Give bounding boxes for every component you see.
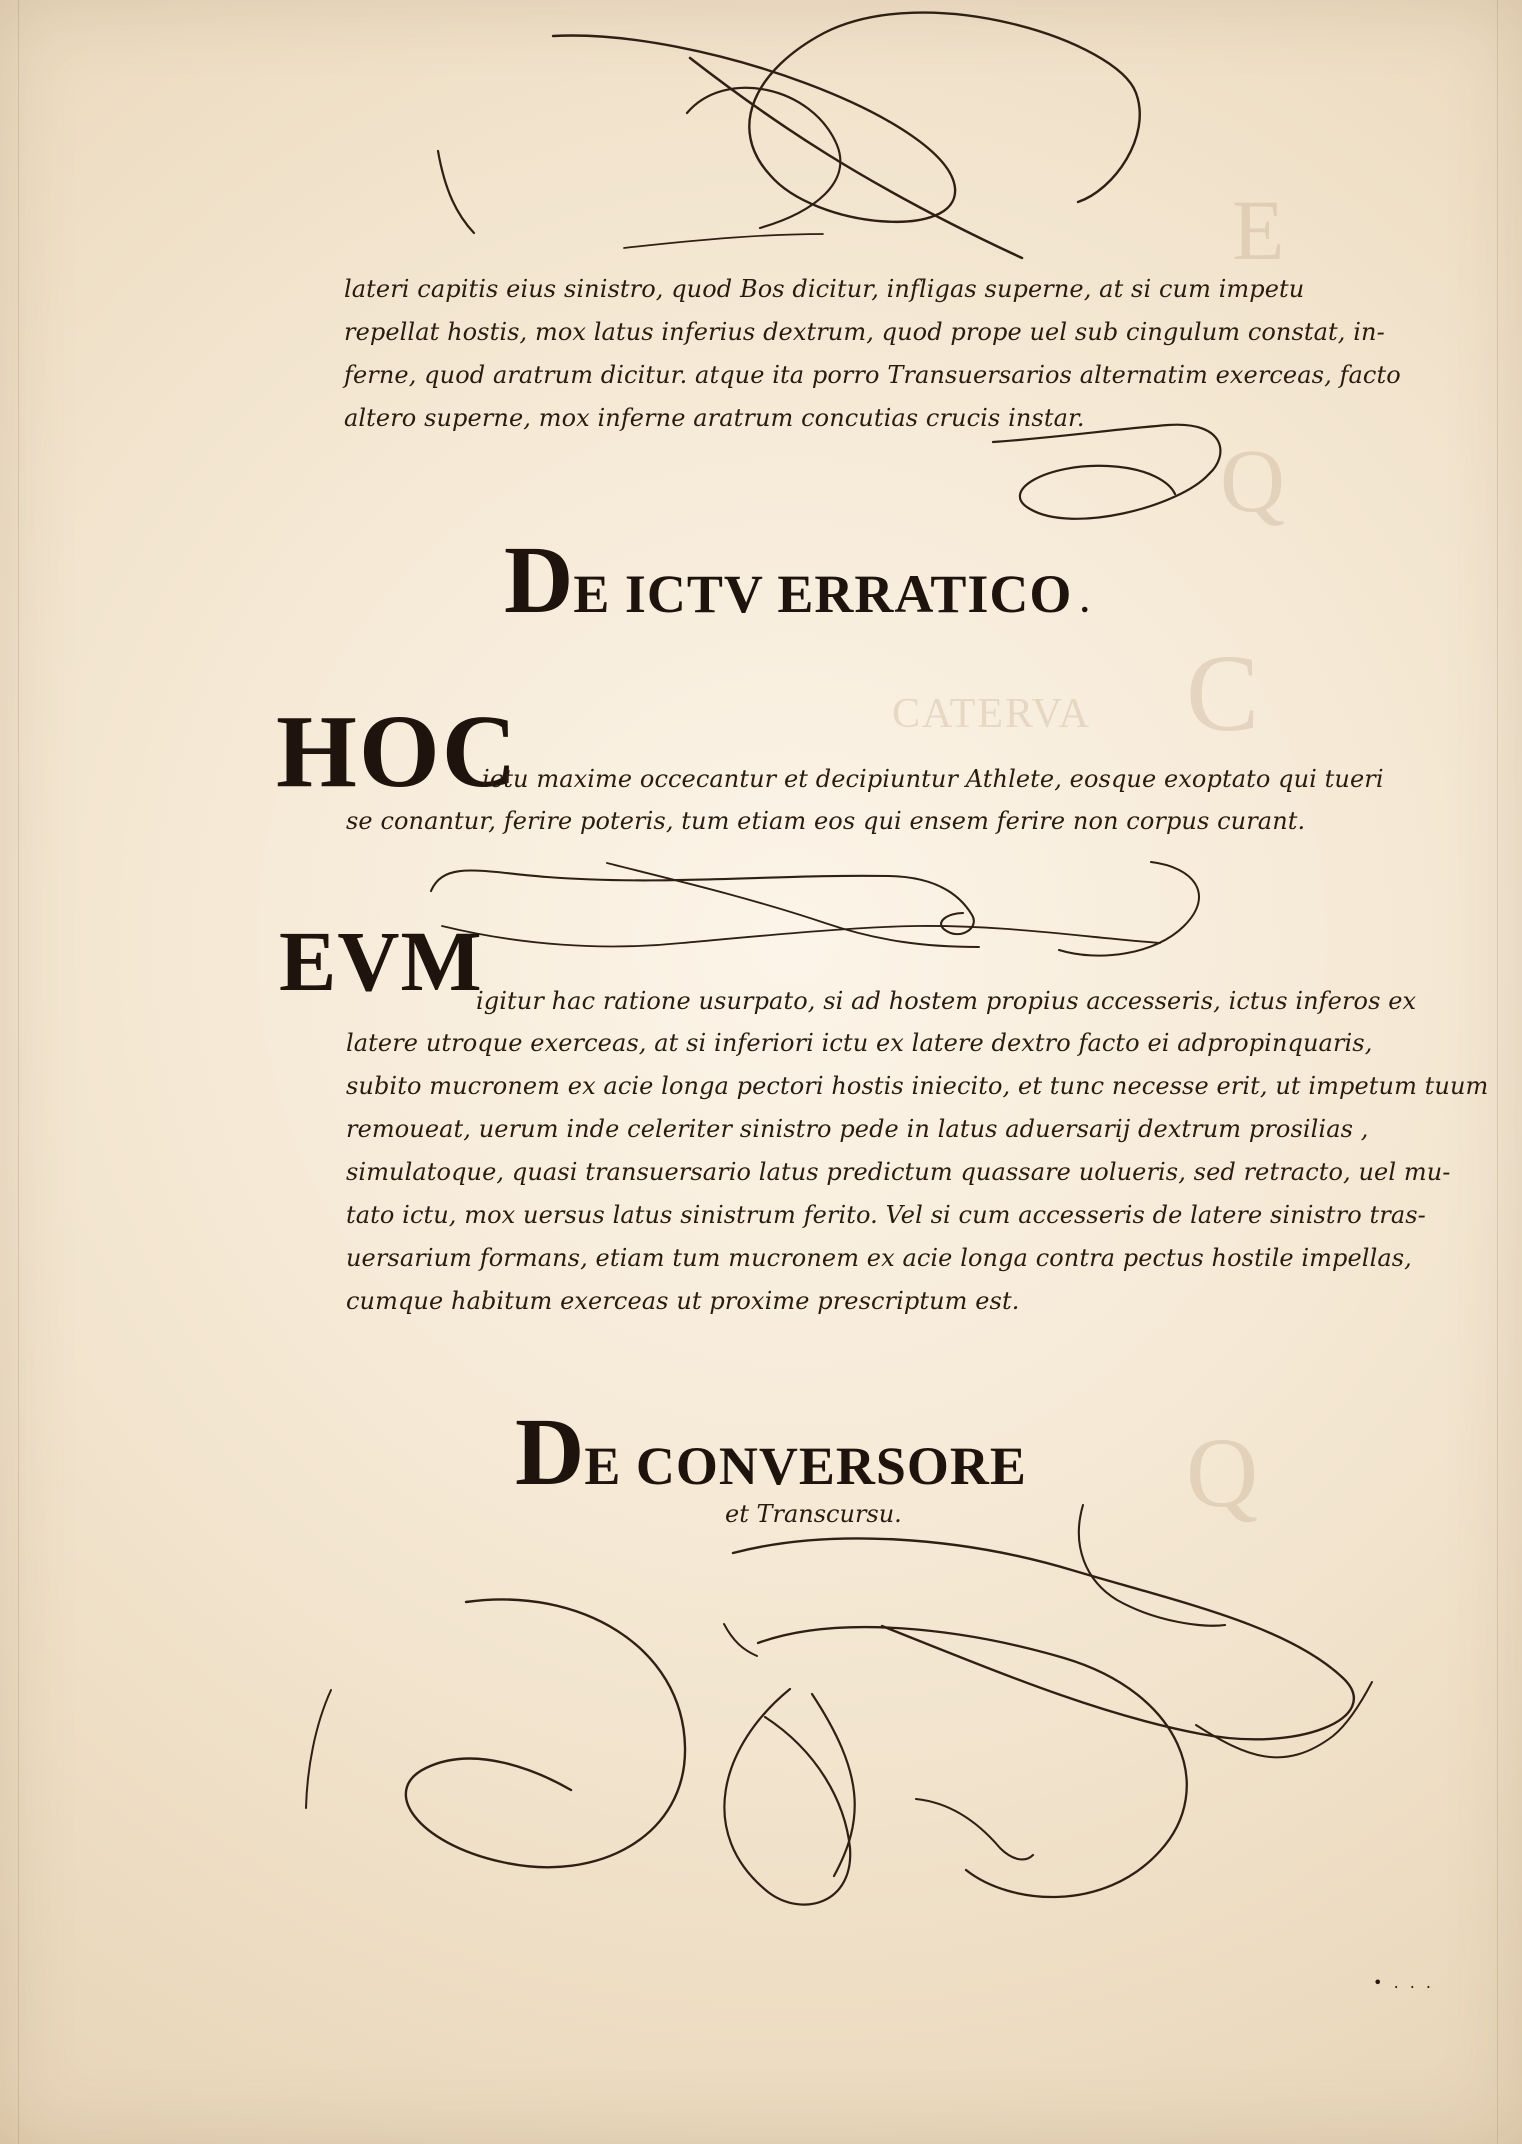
eum-line-7: uersarium formans, etiam tum mucronem ex acie longa contra pectus hostile impellas,	[346, 1244, 1412, 1272]
section-title-tail: .	[1080, 583, 1090, 620]
section-subtitle: et Transcursu.	[725, 1500, 902, 1528]
right-fold-mark	[1497, 0, 1498, 2144]
hoc-line-2: se conantur, ferire poteris, tum etiam eos qui ensem ferire non corpus curant.	[346, 807, 1306, 835]
eum-line-6: tato ictu, mox uersus latus sinistrum ferito. Vel si cum accesseris de latere sinistro tras-	[346, 1201, 1426, 1229]
top-text-line-3: ferne, quod aratrum dicitur. atque ita porro Transuersarios alternatim exerceas, facto	[344, 361, 1401, 389]
section-title-conversore	[515, 1398, 1027, 1505]
eum-initial-word	[279, 913, 483, 1009]
section-title-conversore-rest: E CONVERSORE	[584, 1436, 1027, 1496]
footer-marks: • . . .	[1373, 1973, 1434, 1992]
section-title-initial: D	[504, 526, 574, 633]
bleed-letter-e: E	[1232, 182, 1287, 278]
section-title-rest: E ICTV ERRATICO	[573, 564, 1073, 624]
top-text-line-4: altero superne, mox inferne aratrum concutias crucis instar.	[344, 404, 1085, 432]
bleed-letter-q-lower: Q	[1186, 1417, 1261, 1528]
eum-line-3: subito mucronem ex acie longa pectori hostis iniecito, et tunc necesse erit, ut impetum tuum	[346, 1072, 1489, 1100]
hoc-paragraph	[482, 758, 1384, 801]
left-fold-mark	[18, 0, 19, 2144]
bleed-letter-q: Q	[1220, 432, 1287, 531]
eum-paragraph	[346, 1022, 1489, 1323]
hoc-paragraph-cont	[346, 800, 1306, 843]
top-text-line-1: lateri capitis eius sinistro, quod Bos dicitur, infligas superne, at si cum impetu	[344, 275, 1305, 303]
section-title-ictu-erratico	[504, 526, 1090, 633]
eum-line-8: cumque habitum exerceas ut proxime prescriptum est.	[346, 1287, 1020, 1315]
eum-line-4: remoueat, uerum inde celeriter sinistro pede in latus aduersarij dextrum prosilias ,	[346, 1115, 1369, 1143]
top-text-block	[344, 268, 1401, 440]
bleed-word: CATERVA	[892, 691, 1091, 737]
section-title-conversore-initial: D	[515, 1398, 585, 1505]
eum-first-line	[476, 980, 1417, 1023]
eum-line-1: igitur hac ratione usurpato, si ad hostem propius accesseris, ictus inferos ex	[476, 987, 1417, 1015]
top-text-line-2: repellat hostis, mox latus inferius dextrum, quod prope uel sub cingulum constat, in-	[344, 318, 1385, 346]
eum-line-2: latere utroque exerceas, at si inferiori ictu ex latere dextro facto ei adpropinquaris,	[346, 1029, 1373, 1057]
bleed-letter-c: C	[1186, 632, 1262, 754]
hoc-word: HOC	[276, 694, 519, 809]
hoc-line-1: ictu maxime occecantur et decipiuntur Athlete, eosque exoptato qui tueri	[482, 765, 1384, 793]
eum-word: EVM	[279, 913, 483, 1009]
eum-line-5: simulatoque, quasi transuersario latus predictum quassare uolueris, sed retracto, uel mu-	[346, 1158, 1451, 1186]
